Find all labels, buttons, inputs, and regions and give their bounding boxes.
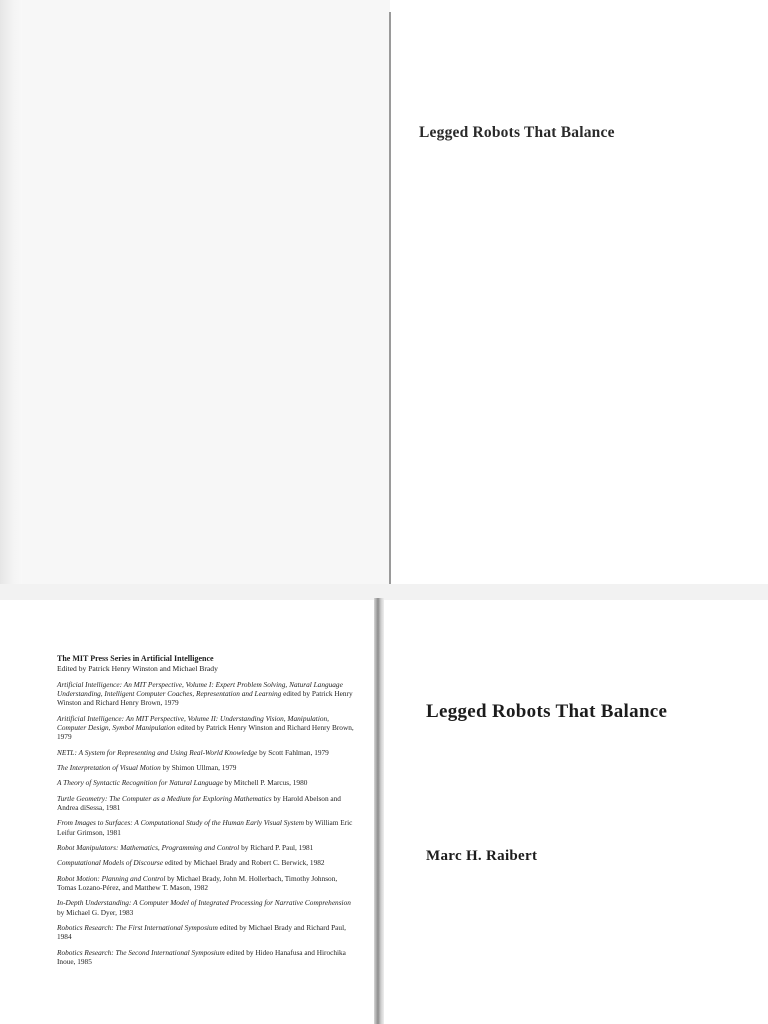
series-entry-credit: by Harold Abelson and Andrea diSessa, 1981 (57, 793, 341, 812)
bottom-book-spine (374, 598, 384, 1024)
series-entry-credit: edited by Michael Brady and Richard Paul, 1984 (57, 922, 346, 942)
series-entry-title: In-Depth Understanding: A Computer Model of Integrated Processing for Narrative Comprehension (57, 898, 351, 908)
series-entry-title: Robot Motion: Planning and Control (57, 873, 166, 883)
series-entry-credit: by Michael Brady, John M. Hollerbach, Timothy Johnson, Tomas Lozano-Pérez, and Matthew T. Mason, 1982 (57, 873, 338, 892)
series-entry (57, 763, 357, 772)
series-entry-title: Turtle Geometry: The Computer as a Medium for Exploring Mathematics (57, 793, 272, 803)
series-entry-credit: edited by Patrick Henry Winston and Richard Henry Brown, 1979 (57, 723, 354, 742)
top-half-title-page (391, 0, 768, 590)
series-entry-title: Robotics Research: The First International Symposium (57, 922, 218, 932)
series-entry (57, 898, 357, 916)
series-entry (57, 794, 357, 812)
series-entry-credit: by Richard P. Paul, 1981 (239, 842, 314, 852)
series-entry-credit: edited by Hideo Hanafusa and Hirochika Inoue, 1985 (57, 947, 346, 966)
series-entry-credit: by Mitchell P. Marcus, 1980 (222, 778, 308, 788)
series-entry (57, 680, 357, 708)
series-entry-credit: edited by Michael Brady and Robert C. Berwick, 1982 (163, 858, 325, 868)
series-entry (57, 748, 357, 757)
series-entry (57, 778, 357, 787)
series-entry-credit: by William Eric Leifur Grimson, 1981 (57, 818, 353, 837)
series-entry-title: Computational Models of Discourse (57, 858, 164, 868)
series-title: The MIT Press Series in Artificial Intelligence (57, 654, 214, 663)
series-entry (57, 843, 357, 852)
series-entry-title: Robotics Research: The Second International Symposium (57, 947, 225, 957)
series-entry-credit: by Scott Fahlman, 1979 (257, 747, 329, 757)
book-title: Legged Robots That Balance (426, 701, 668, 722)
series-entry-credit: edited by Patrick Henry Winston and Richard Henry Brown, 1979 (57, 689, 353, 708)
series-entry (57, 923, 357, 941)
series-entry-title: A Theory of Syntactic Recognition for Natural Language (57, 778, 223, 788)
series-entry (57, 714, 357, 742)
series-entry-title: The Interpretation of Visual Motion (57, 762, 161, 772)
series-entry (57, 858, 357, 867)
series-list (57, 654, 357, 972)
series-entry (57, 818, 357, 836)
series-editors: Edited by Patrick Henry Winston and Michael Brady (57, 664, 218, 673)
series-entry-title: Aritificial Intelligence: An MIT Perspective, Volume II: Understanding Vision, Manipulation, Computer Design, Symbol Manipulation (57, 713, 329, 732)
series-entry (57, 948, 357, 966)
half-title: Legged Robots That Balance (419, 124, 615, 141)
title-page (384, 600, 768, 1024)
series-entry-credit: by Michael G. Dyer, 1983 (57, 907, 134, 917)
top-left-blank-page (0, 0, 390, 590)
scan-separator (0, 584, 768, 600)
series-entry-title: NETL: A System for Representing and Using Real-World Knowledge (57, 747, 258, 757)
series-entries (57, 680, 357, 966)
series-page (0, 600, 375, 1024)
series-entry-credit: by Shimon Ullman, 1979 (160, 762, 237, 772)
series-entry-title: Robot Manipulators: Mathematics, Programming and Control (57, 842, 240, 852)
page-edge-shadow (0, 0, 22, 590)
series-entry-title: From Images to Surfaces: A Computational Study of the Human Early Visual System (57, 818, 304, 828)
book-author: Marc H. Raibert (426, 848, 538, 864)
series-entry (57, 874, 357, 892)
series-entry-title: Artificial Intelligence: An MIT Perspective, Volume I: Expert Problem Solving, Natural Language Understanding, Intelligent Computer Coaches, Representation and Learning (57, 680, 343, 699)
